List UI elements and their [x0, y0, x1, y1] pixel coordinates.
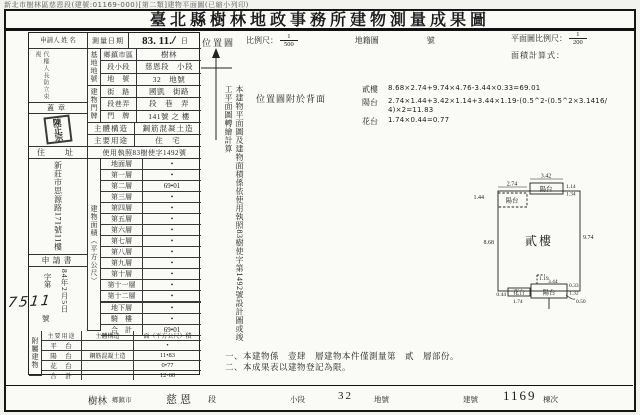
annex-area: • [166, 342, 169, 349]
floor-name: 第九層 [101, 258, 143, 268]
cadastre-number-suffix: 號 [426, 36, 435, 45]
lot-key: 地 號 [101, 74, 137, 85]
annex-header-row [42, 331, 201, 341]
table-row [101, 303, 201, 314]
application-prefix: 字第 [43, 273, 52, 288]
dim-1-32: 1.32 [569, 290, 579, 297]
side-annotation: 本建物平面圖及建物面積係依使用執照83樹使字第1492號設計圖或竣工平面圖轉繪計算 [224, 85, 244, 342]
dim-1-44: 1.44 [473, 195, 484, 201]
formula-row [362, 97, 636, 114]
structure-label: 主體構造 [88, 123, 135, 134]
street-value: 國凱 街路 [149, 87, 189, 97]
floor-plan-diagram [462, 161, 637, 313]
floor-value: • [170, 292, 174, 300]
document-title: 臺北縣樹林地政事務所建物測量成果圖 [6, 11, 634, 31]
lane-key: 段巷弄 [101, 98, 137, 109]
table-row [101, 247, 201, 258]
district-key: 鄉鎮市區 [101, 49, 137, 60]
formula-expression: 8.68×2.74+9.74×4.76-3.44×0.33=69.01 [388, 84, 541, 92]
usage-label: 主要用途 [88, 135, 135, 146]
annex-header-area: 面（平方公尺）積 [143, 334, 192, 340]
plate-row-street [101, 86, 201, 98]
floor-value: • [170, 281, 174, 289]
formula-name: 花台 [362, 117, 378, 126]
formula-expression: 1.74×0.44=0.77 [388, 116, 450, 124]
floor-value: • [170, 259, 174, 267]
footer-lot-label: 地號 [374, 395, 389, 404]
survey-form-table [28, 32, 200, 380]
section-key: 段小段 [101, 61, 137, 72]
location-map-label: 位置圖 [202, 38, 236, 48]
annex-structure [82, 371, 134, 380]
floor-area-table [88, 159, 201, 334]
survey-date-day: 日 [180, 36, 188, 45]
floor-value: • [170, 215, 174, 223]
floor-name: 第三層 [101, 192, 143, 202]
formula-row [362, 116, 636, 127]
plan-scale-numerator: 1 [576, 31, 580, 38]
lot-value: 32 地號 [152, 74, 186, 84]
floor-name: 第四層 [101, 203, 143, 213]
annex-building-table [29, 331, 201, 380]
table-row [101, 192, 201, 203]
application-date: 84年2月5日 [60, 269, 69, 314]
floor-name: 第十一層 [101, 280, 143, 290]
annex-use: 陽 台 [42, 351, 82, 360]
application-label: 申請書 [29, 255, 88, 267]
footer-lot-value: 32 [338, 390, 353, 402]
dim-8-68: 8.68 [483, 240, 494, 246]
usage-row [88, 135, 201, 147]
site-row-section [101, 61, 201, 73]
table-row [101, 181, 201, 192]
floor-value: • [170, 315, 174, 323]
dim-1-14: 1.14 [566, 184, 576, 190]
floor-name: 第二層 [101, 181, 143, 191]
door-plate-label: 建物門牌 [88, 86, 101, 123]
table-row [101, 269, 201, 280]
annex-area: 11•83 [159, 352, 176, 359]
dim-1-19: 1.19 [539, 276, 549, 282]
flower-box-label: 花台 [512, 290, 526, 297]
annex-structure: 鋼筋混凝土造 [82, 351, 134, 360]
applicant-name-label: 申請人 姓 名 [29, 33, 88, 48]
print-header: 新北市樹林區慈恩段(建號:01169-000)[第二類]建物平面圖(已縮小列印) [4, 1, 249, 9]
street-key: 街 路 [101, 86, 137, 97]
floor-value: • [170, 160, 174, 168]
seal-label: 蓋章 [29, 102, 88, 114]
floor-name: 第十層 [101, 269, 143, 279]
location-map-note: 位置圖附於背面 [256, 94, 327, 104]
handwritten-file-number: 7511 [6, 292, 53, 312]
footer-township-label: 鄉鎮市 [112, 397, 132, 404]
footer-building-label: 建號 [463, 395, 478, 404]
table-row [101, 236, 201, 247]
scale-fraction [280, 33, 298, 48]
area-calculation-label: 面積計算式： [511, 51, 565, 60]
dim-9-74: 9.74 [583, 235, 594, 241]
floor-value: • [170, 248, 174, 256]
floor-value: • [170, 270, 174, 278]
plate-row-number [101, 111, 201, 123]
usage-value: 住 宅 [155, 136, 181, 145]
floor-value: • [170, 237, 174, 245]
floor-value: 69•01 [163, 326, 181, 334]
address-value-box [29, 159, 88, 255]
location-scale-row [246, 33, 435, 48]
floor-value: • [170, 171, 174, 179]
floor-name: 第六層 [101, 225, 143, 235]
floor-name: 地面層 [101, 159, 143, 169]
floor-value: 69•01 [163, 182, 181, 190]
footer-township-value: 樹林 [88, 397, 108, 407]
annex-label: 附屬建物 [29, 331, 42, 376]
formula-line2: 4)×2=11.83 [388, 105, 434, 114]
name-seal: 陳正宗 [43, 115, 72, 145]
table-row [42, 351, 201, 361]
floor-value: • [170, 304, 174, 312]
formula-name: 陽台 [362, 98, 378, 107]
balcony-bottom-label: 陽台 [542, 289, 556, 297]
number-key: 門 牌 [101, 111, 137, 122]
form-row-1 [29, 33, 201, 49]
survey-date-number: 83. 11. [142, 34, 172, 47]
survey-date-label: 測量日期 [88, 33, 129, 48]
section-value: 慈恩段 小段 [145, 62, 193, 72]
annex-header-use: 主要用途 [42, 331, 82, 340]
footer-subsection-label: 小段 [290, 395, 305, 404]
structure-value: 鋼筋混凝土造 [142, 124, 194, 133]
floor-name: 騎 樓 [101, 314, 143, 324]
fine-print-text: 代權人長防立束複 [34, 51, 48, 100]
plate-row-lane [101, 98, 201, 110]
table-row [101, 280, 201, 291]
fine-print-column [29, 49, 88, 102]
annex-use: 平 台 [42, 341, 82, 350]
cadastre-label: 地籍圖 [354, 36, 379, 45]
note-line-2: 二、本成果表以建物登記為限。 [225, 362, 352, 372]
annex-use: 花 台 [42, 361, 82, 370]
dim-0-50: 0.50 [576, 299, 586, 305]
scale-label: 比例尺： [246, 36, 278, 45]
dim-0-44: 0.44 [496, 292, 506, 298]
site-lot-block [88, 49, 201, 86]
table-row [42, 361, 201, 371]
plan-scale-denominator: 200 [569, 38, 587, 46]
table-row [101, 170, 201, 181]
formula-row [362, 84, 636, 95]
structure-row [88, 123, 201, 135]
area-formulas [362, 84, 636, 129]
table-row [101, 258, 201, 269]
floor-value: • [170, 193, 174, 201]
license-row: 使用執照83樹使字1492號 [88, 147, 201, 159]
dim-3-44: 3.44 [548, 279, 558, 285]
application-suffix: 號 [42, 314, 50, 323]
dim-0-33: 0.33 [569, 283, 579, 289]
formula-name: 貳樓 [362, 85, 378, 94]
balcony-top-left-label: 陽台 [505, 197, 519, 205]
floor-name: 地下層 [101, 303, 143, 313]
main-floor-label: 貳樓 [524, 234, 554, 248]
floor-name: 第十二層 [101, 291, 143, 301]
annex-area: 12•60 [159, 372, 176, 379]
address-value: 新莊市思源路171號11樓 [53, 161, 63, 252]
address-label: 住 址 [29, 147, 88, 159]
plan-scale-label: 平面圖比例尺： [511, 34, 567, 43]
document-sheet [4, 9, 636, 412]
floor-value: • [170, 204, 174, 212]
notes-block [225, 351, 459, 373]
seal-box [29, 114, 88, 147]
site-row-district [101, 49, 201, 61]
table-row [101, 214, 201, 225]
table-row [42, 341, 201, 351]
annex-header-structure: 主體構造 [82, 331, 134, 340]
dim-1-34: 1.34 [566, 191, 576, 198]
annex-area: 0•77 [161, 362, 174, 369]
district-value: 樹林 [161, 50, 177, 60]
balcony-top-right-label: 陽台 [539, 186, 553, 193]
floor-name: 合 計 [101, 325, 143, 335]
floor-area-label: 建物面積（平方公尺） [88, 159, 101, 331]
plan-scale-row [511, 31, 589, 46]
floor-name: 第一層 [101, 170, 143, 180]
scale-numerator: 1 [287, 33, 291, 40]
table-row [101, 225, 201, 236]
number-value: 141號 之 樓 [148, 111, 190, 121]
dim-2-74: 2.74 [506, 181, 518, 188]
floor-name: 第五層 [101, 214, 143, 224]
dim-3-42: 3.42 [540, 173, 552, 180]
floor-name: 第八層 [101, 247, 143, 257]
scale-denominator: 500 [280, 40, 298, 48]
table-row [101, 291, 201, 302]
door-plate-block [88, 86, 201, 123]
table-row [101, 314, 201, 325]
footer-section-value: 慈恩 [166, 394, 194, 406]
formula-expression [388, 97, 607, 114]
site-lot-label: 基地地號 [88, 49, 101, 86]
footer-building-value: 1169 [503, 388, 537, 403]
plan-scale-fraction [569, 31, 587, 46]
dim-1-74: 1.74 [513, 299, 523, 305]
site-row-lot [101, 74, 201, 86]
survey-date-value [129, 33, 201, 48]
annex-structure [82, 361, 134, 370]
lane-value: 段 巷 弄 [149, 99, 189, 109]
formula-line1: 2.74×1.44+3.42×1.14+3.44×1.19-(0.5^2-(0.5^2×3.1416/ [388, 97, 608, 105]
table-row [42, 371, 201, 380]
annex-structure [82, 341, 134, 350]
annex-use: 合 計 [42, 371, 82, 380]
footer-unit-label: 棟次 [543, 395, 558, 404]
table-row [101, 203, 201, 214]
table-row [101, 159, 201, 170]
handwritten-mark [171, 36, 180, 46]
floor-value: • [170, 226, 174, 234]
floor-name: 第七層 [101, 236, 143, 246]
footer-strip [6, 385, 633, 412]
note-line-1: 一、本建物係 壹肆 層建物本件僅測量第 貳 層部份。 [225, 351, 460, 361]
footer-section-label: 段 [208, 395, 216, 404]
